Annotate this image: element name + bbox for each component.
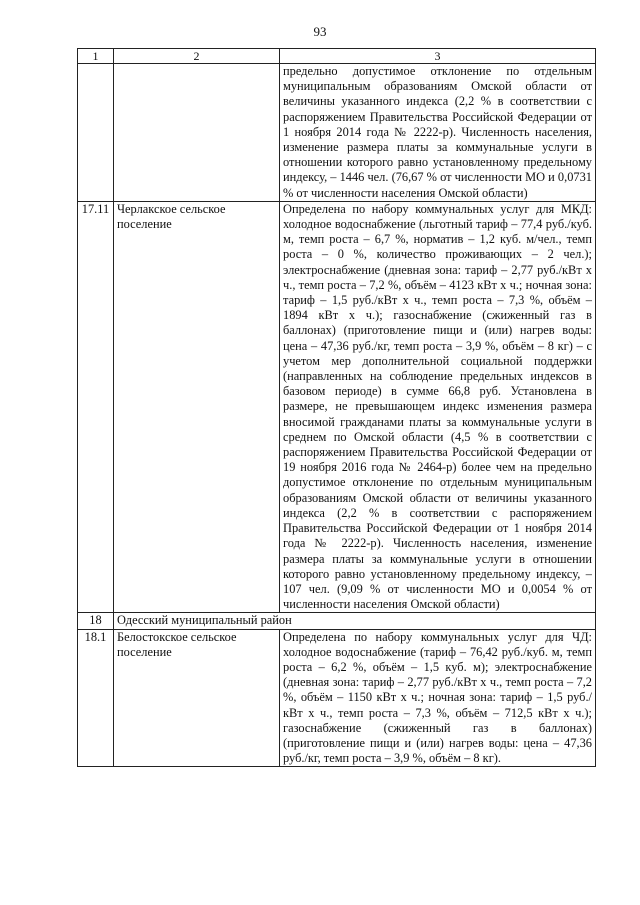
page-number: 93: [313, 24, 327, 39]
table-row: [78, 64, 596, 202]
table-row: [78, 629, 596, 767]
district-name: Одесский муниципальный район: [114, 613, 596, 629]
row-number: 18.1: [78, 629, 114, 767]
header-cell-3: 3: [280, 49, 596, 64]
row-number: [78, 64, 114, 202]
table-header-row: [78, 49, 596, 64]
header-cell-2: 2: [114, 49, 280, 64]
row-description: Определена по набору коммунальных услуг для МКД: холодное водоснабжение (льготный тариф – 77,4 руб./куб. м, темп роста – 6,7 %, норматив – 1,2 куб. м/чел., темп роста – 0 %, количество проживающих – 2 чел.); электроснабжение (дневная зона: тариф – 2,77 руб./кВт х ч., темп роста – 7,2 %, объём – 4123 кВт х ч.; ночная зона: тариф – 1,5 руб./кВт х ч., темп роста – 7,3 %, объём – 1894 кВт х ч.); газоснабжение (сжиженный газ в баллонах) (приготовление пищи и (или) нагрев воды: цена – 47,36 руб./кг, темп роста – 3,9 %, объём – 8 кг) – с учетом мер дополнительной социальной поддержки (направленных на соблюдение предельных индексов в базовом периоде) в сумме 66,8 руб. Установлена в размере, не превышающем индекс изменения размера вносимой гражданами платы за коммунальные услуги в среднем по Омской области (4,5 % в соответствии с распоряжением Правительства Российской Федерации от 19 ноября 2016 года № 2464-р) более чем на предельно допустимое отклонение по отдельным муниципальным образованиям Омской области от величины указанного индекса (2,2 % в соответствии с распоряжением Правительства Российской Федерации от 1 ноября 2014 года № 2222-р). Численность населения, изменение размера платы за коммунальные услуги в отношении которого равно установленному предельному индексу, – 107 чел. (9,09 % от численности МО и 0,0054 % от численности населения Омской области): [280, 201, 596, 612]
settlement-name: Черлакское сельское поселение: [114, 201, 280, 612]
settlement-name: Белостокское сельское поселение: [114, 629, 280, 767]
district-number: 18: [78, 613, 114, 629]
row-number: 17.11: [78, 201, 114, 612]
row-description: предельно допустимое отклонение по отдельным муниципальным образованиям Омской области от величины указанного индекса (2,2 % в соответствии с распоряжением Правительства Российской Федерации от 1 ноября 2014 года № 2222-р). Численность населения, изменение размера платы за коммунальные услуги в отношении которого равно установленному предельному индексу, – 1446 чел. (76,67 % от численности МО и 0,0731 % от численности населения Омской области): [280, 64, 596, 202]
tariff-table: [77, 48, 596, 767]
settlement-name: [114, 64, 280, 202]
table-row: [78, 201, 596, 612]
district-row: [78, 613, 596, 629]
header-cell-1: 1: [78, 49, 114, 64]
row-description: Определена по набору коммунальных услуг для ЧД: холодное водоснабжение (тариф – 76,42 руб./куб. м, темп роста – 6,2 %, объём – 1,5 куб. м); электроснабжение (дневная зона: тариф – 2,77 руб./кВт х ч., темп роста – 7,2 %, объём – 1150 кВт х ч.; ночная зона: тариф – 1,5 руб./кВт х ч., темп роста – 7,3 %, объём – 712,5 кВт х ч.); газоснабжение (сжиженный газ в баллонах) (приготовление пищи и (или) нагрев воды: цена – 47,36 руб./кг, темп роста – 3,9 %, объём – 8 кг).: [280, 629, 596, 767]
